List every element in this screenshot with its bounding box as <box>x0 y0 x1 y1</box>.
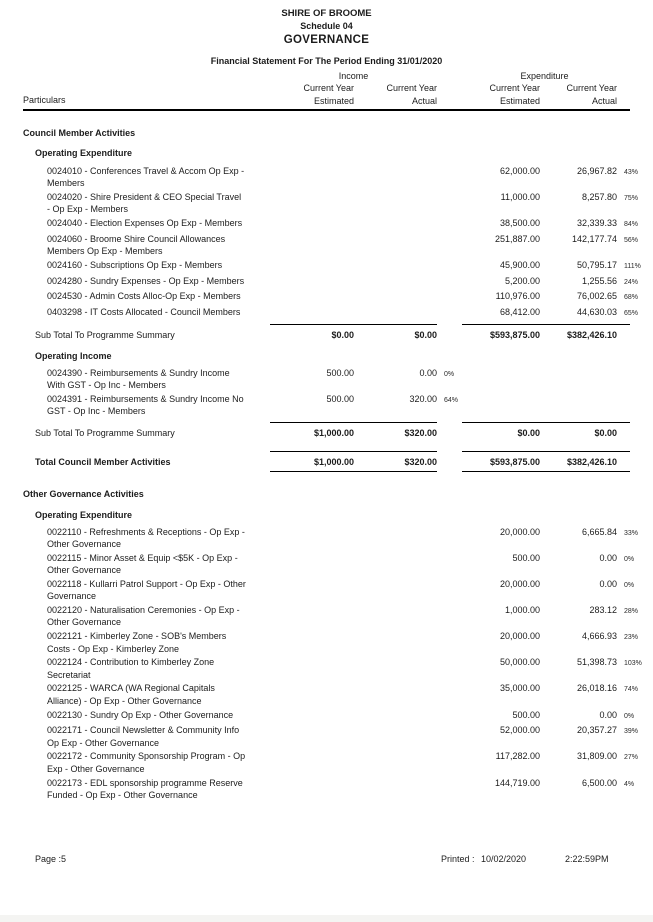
row-particulars: 0022130 - Sundry Op Exp - Other Governance <box>47 709 234 720</box>
row-particulars: 0022173 - EDL sponsorship programme Reserve Funded - Op Exp - Other Governance <box>47 777 243 800</box>
table-row <box>23 750 648 775</box>
row-expenditure-percent: 0% <box>624 712 635 720</box>
row-income-percent <box>437 191 472 193</box>
row-expenditure-actual: 26,967.82 <box>576 165 617 176</box>
table-row <box>23 191 648 216</box>
group-title: Operating Expenditure <box>35 148 133 159</box>
row-income-percent <box>437 682 472 684</box>
column-spacer <box>437 70 472 107</box>
row-expenditure-percent: 39% <box>624 728 639 736</box>
column-spacer <box>617 324 648 341</box>
table-row <box>23 275 648 289</box>
row-particulars: 0024040 - Election Expenses Op Exp - Members <box>47 217 243 228</box>
row-expenditure-estimated: 117,282.00 <box>495 751 540 762</box>
programme-section <box>23 488 648 801</box>
row-particulars: 0024020 - Shire President & CEO Special Travel - Op Exp - Members <box>47 191 242 215</box>
row-particulars: 0403298 - IT Costs Allocated - Council Members <box>47 307 241 318</box>
subtotal-expenditure-actual: $382,426.10 <box>566 330 617 341</box>
row-expenditure-percent: 27% <box>624 754 639 762</box>
row-particulars: 0022118 - Kullarri Patrol Support - Op Exp - Other Governance <box>47 579 246 602</box>
column-header-line: Current Year <box>489 83 540 94</box>
row-expenditure-estimated: 20,000.00 <box>499 526 540 537</box>
row-expenditure-estimated: 45,900.00 <box>499 259 540 270</box>
row-income-percent <box>437 233 472 235</box>
section-title: Council Member Activities <box>23 128 136 139</box>
printed-date: 10/02/2020 <box>481 854 527 864</box>
income-estimated-header <box>270 82 354 107</box>
page-number: Page :5 <box>35 854 67 864</box>
row-expenditure-actual: 0.00 <box>599 709 617 720</box>
total-expenditure-estimated: $593,875.00 <box>489 457 540 468</box>
row-particulars: 0024391 - Reimbursements & Sundry Income No GST - Op Inc - Members <box>47 394 244 417</box>
table-row <box>23 724 648 749</box>
expenditure-actual-header <box>540 82 617 107</box>
table-row <box>23 656 648 681</box>
row-expenditure-actual: 142,177.74 <box>571 233 617 244</box>
row-income-percent <box>437 290 472 292</box>
expenditure-column-group <box>472 70 617 107</box>
row-expenditure-estimated: 52,000.00 <box>499 725 540 736</box>
row-expenditure-estimated: 38,500.00 <box>499 217 540 228</box>
row-particulars: 0024390 - Reimbursements & Sundry Income With GST - Op Inc - Members <box>47 368 230 391</box>
table-row <box>23 165 648 190</box>
row-particulars: 0022124 - Contribution to Kimberley Zone Secretariat <box>47 657 215 680</box>
subtotal-expenditure-estimated: $593,875.00 <box>489 330 540 341</box>
row-particulars: 0024160 - Subscriptions Op Exp - Members <box>47 259 223 270</box>
table-row <box>23 578 648 603</box>
subtotal-row <box>23 324 648 341</box>
row-expenditure-actual: 51,398.73 <box>576 657 617 668</box>
row-expenditure-actual: 283.12 <box>589 605 617 616</box>
subtotal-income-estimated: $0.00 <box>331 330 354 341</box>
row-income-percent <box>437 217 472 219</box>
row-particulars: 0022115 - Minor Asset & Equip <$5K - Op Exp - Other Governance <box>47 553 238 576</box>
row-income-estimated: 500.00 <box>326 394 354 405</box>
particulars-column-label: Particulars <box>23 94 66 105</box>
page-bottom-edge <box>0 915 653 922</box>
column-header-line: Current Year <box>303 83 354 94</box>
table-row <box>23 709 648 723</box>
row-expenditure-actual: 0.00 <box>599 579 617 590</box>
row-particulars: 0022125 - WARCA (WA Regional Capitals Alliance) - Op Exp - Other Governance <box>47 683 215 706</box>
column-header <box>23 70 653 107</box>
row-expenditure-estimated: 251,887.00 <box>494 233 540 244</box>
table-row <box>23 259 648 273</box>
row-particulars: 0024010 - Conferences Travel & Accom Op Exp - Members <box>47 165 245 188</box>
row-income-percent <box>437 552 472 554</box>
expenditure-totals <box>462 324 630 341</box>
account-rows <box>23 165 648 321</box>
row-income-percent: 64% <box>444 397 459 405</box>
statement-body <box>23 127 648 801</box>
row-income-percent <box>437 526 472 528</box>
row-particulars: 0024060 - Broome Shire Council Allowances Members Op Exp - Members <box>47 233 226 256</box>
row-income-percent <box>437 630 472 632</box>
table-row <box>23 233 648 258</box>
programme-title: GOVERNANCE <box>283 33 370 46</box>
row-expenditure-percent: 84% <box>624 220 639 228</box>
total-income-actual: $320.00 <box>404 457 437 468</box>
row-expenditure-estimated: 500.00 <box>512 553 540 563</box>
table-row <box>23 604 648 629</box>
row-expenditure-actual: 44,630.03 <box>576 307 617 318</box>
report-header <box>0 0 653 67</box>
row-expenditure-percent: 111% <box>624 262 641 270</box>
column-header-line: Current Year <box>386 83 437 94</box>
row-expenditure-estimated: 20,000.00 <box>499 579 540 590</box>
subtotal-expenditure-estimated: $0.00 <box>517 427 540 438</box>
row-particulars: 0022110 - Refreshments & Receptions - Op Exp - Other Governance <box>47 526 245 550</box>
row-expenditure-estimated: 110,976.00 <box>495 291 540 302</box>
table-row <box>23 526 648 551</box>
income-totals <box>270 324 437 341</box>
subtotal-label: Sub Total To Programme Summary <box>35 330 175 341</box>
column-spacer <box>617 451 648 472</box>
row-particulars: 0022120 - Naturalisation Ceremonies - Op Exp - Other Governance <box>47 605 240 628</box>
row-expenditure-estimated: 62,000.00 <box>499 165 540 176</box>
row-expenditure-percent: 24% <box>624 278 639 286</box>
row-income-percent <box>437 259 472 261</box>
row-expenditure-estimated: 68,412.00 <box>499 307 540 318</box>
row-expenditure-actual: 76,002.65 <box>576 291 617 302</box>
table-row <box>23 777 648 802</box>
header-rule <box>23 109 630 111</box>
total-expenditure-actual: $382,426.10 <box>566 457 617 468</box>
row-expenditure-actual: 20,357.27 <box>576 725 617 736</box>
subtotal-income-estimated: $1,000.00 <box>313 427 354 438</box>
row-expenditure-actual: 26,018.16 <box>576 683 617 694</box>
row-particulars: 0022172 - Community Sponsorship Program - Op Exp - Other Governance <box>47 751 246 774</box>
row-expenditure-estimated: 5,200.00 <box>504 275 540 286</box>
account-rows <box>23 526 648 801</box>
column-header-line: Actual <box>591 95 617 106</box>
total-label: Total Council Member Activities <box>35 457 171 468</box>
table-row <box>23 290 648 304</box>
row-particulars: 0024530 - Admin Costs Alloc-Op Exp - Members <box>47 291 241 302</box>
income-totals <box>270 451 437 472</box>
expenditure-estimated-header <box>472 82 540 107</box>
table-row <box>23 393 648 418</box>
expenditure-group-label: Expenditure <box>520 71 569 82</box>
row-income-estimated: 500.00 <box>326 368 354 379</box>
row-expenditure-estimated: 1,000.00 <box>504 605 540 616</box>
row-income-percent <box>437 275 472 277</box>
row-expenditure-actual: 32,339.33 <box>576 217 617 228</box>
row-expenditure-estimated: 50,000.00 <box>499 657 540 668</box>
programme-section <box>23 127 648 472</box>
expenditure-totals <box>462 422 630 439</box>
row-expenditure-estimated: 20,000.00 <box>499 631 540 642</box>
row-income-percent <box>437 656 472 658</box>
row-expenditure-actual: 1,255.56 <box>581 275 617 286</box>
column-header-line: Current Year <box>566 83 617 94</box>
report-subtitle: Financial Statement For The Period Ending 31/01/2020 <box>210 55 443 66</box>
row-expenditure-percent: 23% <box>624 634 639 642</box>
income-column-group <box>270 70 437 107</box>
row-expenditure-estimated: 11,000.00 <box>500 191 540 202</box>
group-title: Operating Income <box>35 350 112 361</box>
row-income-percent <box>437 724 472 726</box>
total-row <box>23 451 648 472</box>
row-expenditure-percent <box>617 367 648 369</box>
column-header-line: Actual <box>411 95 437 106</box>
row-income-percent <box>437 709 472 711</box>
group-title: Operating Expenditure <box>35 509 133 520</box>
row-income-percent <box>437 306 472 308</box>
row-expenditure-actual: 4,666.93 <box>581 631 617 642</box>
row-expenditure-percent: 33% <box>624 529 639 537</box>
row-income-actual: 0.00 <box>419 368 437 379</box>
row-expenditure-percent: 65% <box>624 310 639 318</box>
row-income-percent <box>437 750 472 752</box>
row-expenditure-percent: 28% <box>624 608 639 616</box>
table-row <box>23 306 648 320</box>
row-expenditure-estimated: 500.00 <box>512 709 540 720</box>
row-expenditure-actual: 50,795.17 <box>576 259 617 270</box>
account-rows <box>23 367 648 418</box>
subtotal-label: Sub Total To Programme Summary <box>35 427 175 438</box>
subtotal-income-actual: $0.00 <box>414 330 437 341</box>
row-income-percent <box>437 777 472 779</box>
row-expenditure-percent: 56% <box>624 236 639 244</box>
organisation-name: SHIRE OF BROOME <box>281 8 372 19</box>
row-expenditure-actual: 6,665.84 <box>581 526 617 537</box>
row-particulars: 0022121 - Kimberley Zone - SOB's Members Costs - Op Exp - Kimberley Zone <box>47 631 227 654</box>
table-row <box>23 682 648 707</box>
row-expenditure-percent: 4% <box>624 780 635 788</box>
expenditure-totals <box>462 451 630 472</box>
table-row <box>23 367 648 392</box>
subtotal-row <box>23 422 648 439</box>
row-expenditure-estimated: 35,000.00 <box>499 683 540 694</box>
row-expenditure-percent: 75% <box>624 194 639 202</box>
column-spacer <box>617 422 648 439</box>
total-income-estimated: $1,000.00 <box>313 457 354 468</box>
printed-time: 2:22:59PM <box>565 854 609 864</box>
schedule-number: Schedule 04 <box>300 21 353 32</box>
row-expenditure-actual: 31,809.00 <box>576 751 617 762</box>
income-totals <box>270 422 437 439</box>
row-income-percent <box>437 604 472 606</box>
row-expenditure-actual: 8,257.80 <box>581 191 617 202</box>
table-row <box>23 552 648 577</box>
row-particulars: 0022171 - Council Newsletter & Community Info Op Exp - Other Governance <box>47 725 240 748</box>
row-expenditure-percent <box>617 393 648 395</box>
row-particulars: 0024280 - Sundry Expenses - Op Exp - Members <box>47 275 245 286</box>
income-actual-header <box>354 82 437 107</box>
row-income-percent <box>437 165 472 167</box>
row-expenditure-actual: 0.00 <box>599 553 617 563</box>
row-expenditure-estimated: 144,719.00 <box>494 777 540 788</box>
subtotal-expenditure-actual: $0.00 <box>594 427 617 438</box>
row-income-actual: 320.00 <box>409 394 437 405</box>
income-group-label: Income <box>338 71 369 82</box>
row-expenditure-percent: 103% <box>624 660 642 668</box>
table-row <box>23 217 648 231</box>
section-title: Other Governance Activities <box>23 489 144 500</box>
row-expenditure-actual: 6,500.00 <box>581 777 617 788</box>
row-expenditure-percent: 74% <box>624 686 639 694</box>
column-header-line: Estimated <box>313 95 354 106</box>
row-expenditure-percent: 0% <box>624 556 635 563</box>
row-expenditure-percent: 68% <box>624 294 639 302</box>
column-spacer <box>617 70 648 107</box>
row-income-percent <box>437 578 472 580</box>
printed-label: Printed : <box>441 854 475 864</box>
column-header-line: Estimated <box>499 95 540 106</box>
row-expenditure-percent: 43% <box>624 168 639 176</box>
row-income-percent: 0% <box>444 371 455 379</box>
table-row <box>23 630 648 655</box>
subtotal-income-actual: $320.00 <box>404 427 437 438</box>
row-expenditure-percent: 0% <box>624 582 635 590</box>
